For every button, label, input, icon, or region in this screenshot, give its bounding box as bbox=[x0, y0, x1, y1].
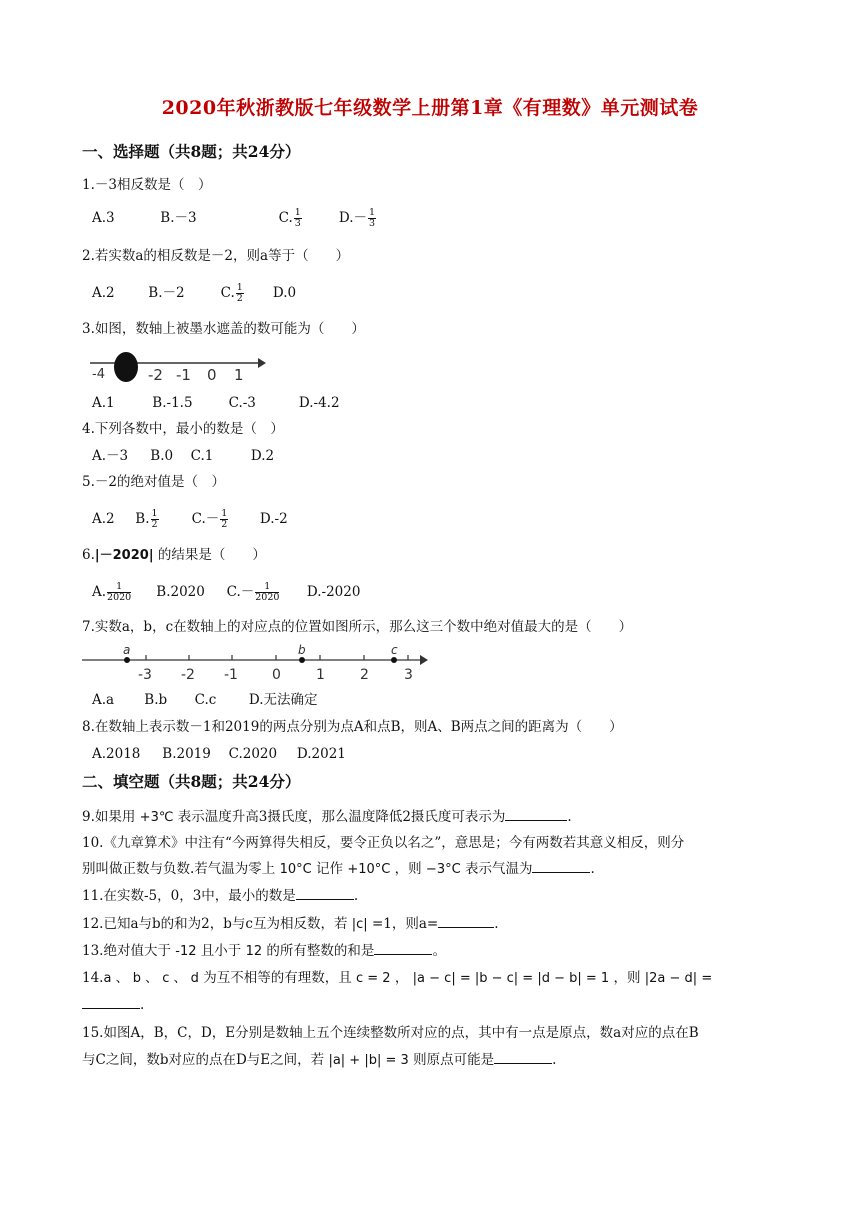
option-d: D.－ $\frac{1}{3}$ bbox=[338, 207, 376, 229]
question-7-options bbox=[92, 691, 318, 709]
answer-blank bbox=[374, 942, 432, 955]
axis-label-neg2: -2 bbox=[148, 366, 163, 384]
option-d: D.0 bbox=[272, 285, 297, 301]
question-10-line-2: 别叫做正数与负数.若气温为零上 10°C 记作 +10°C ，则 −3°C 表示气温为 . bbox=[82, 861, 595, 877]
option-a: A.2 bbox=[92, 511, 115, 527]
option-a: A.a bbox=[92, 692, 115, 708]
answer-blank bbox=[82, 996, 140, 1009]
question-5: 5.－2的绝对值是（ ） bbox=[82, 474, 225, 490]
question-13: 13.绝对值大于 -12 且小于 12 的所有整数的和是 。 bbox=[82, 943, 446, 959]
option-b: B.b bbox=[144, 692, 168, 708]
question-14-continued: . bbox=[82, 996, 144, 1014]
point-c bbox=[391, 657, 397, 663]
option-c: C.c bbox=[194, 692, 217, 708]
question-6: 6.|－2020| 的结果是（ ） bbox=[82, 547, 266, 563]
axis-label: 0 bbox=[272, 667, 281, 682]
section-heading-fill: 二、填空题（共8题；共24分） bbox=[82, 772, 301, 791]
point-a bbox=[124, 657, 130, 663]
axis-label: 2 bbox=[360, 667, 369, 682]
question-1: 1.－3相反数是（ ） bbox=[82, 177, 212, 193]
ink-blot bbox=[114, 352, 138, 382]
section-heading-choice: 一、选择题（共8题；共24分） bbox=[82, 142, 301, 161]
question-2: 2.若实数a的相反数是－2，则a等于（ ） bbox=[82, 248, 350, 264]
question-14: 14.a 、 b 、 c 、 d 为互不相等的有理数，且 c = 2 ， |a − c| = |b − c| = |d − b| = 1 ，则 |2a − d| = bbox=[82, 970, 713, 986]
axis-label-0: 0 bbox=[207, 366, 217, 384]
axis-label: -3 bbox=[138, 667, 152, 682]
point-label-a: a bbox=[123, 643, 131, 657]
option-c: C. $\frac{1}{2}$ bbox=[220, 282, 243, 304]
axis-label-1: 1 bbox=[234, 366, 244, 384]
question-1-options bbox=[92, 208, 377, 229]
option-a: A.2018 bbox=[92, 746, 141, 762]
axis-label-neg1: -1 bbox=[176, 366, 191, 384]
question-8: 8.在数轴上表示数－1和2019的两点分别为点A和点B，则A、B两点之间的距离为（ ） bbox=[82, 719, 623, 735]
question-11: 11.在实数-5，0，3中，最小的数是 . bbox=[82, 888, 359, 904]
question-15-line-2: 与C之间，数b对应的点在D与E之间，若 |a| + |b| = 3 则原点可能是 . bbox=[82, 1052, 557, 1068]
axis-label-neg4: -4 bbox=[92, 367, 105, 382]
page-title: 2020年秋浙教版七年级数学上册第1章《有理数》单元测试卷 bbox=[161, 97, 699, 119]
point-b bbox=[299, 657, 305, 663]
option-d: D.-4.2 bbox=[298, 395, 340, 411]
option-b: B.－3 bbox=[160, 210, 197, 226]
q7-number-line bbox=[82, 642, 432, 682]
option-b: B. $\frac{1}{2}$ bbox=[135, 508, 158, 530]
axis-label: -1 bbox=[224, 667, 238, 682]
option-b: B.2019 bbox=[162, 746, 211, 762]
axis-label: -2 bbox=[181, 667, 195, 682]
question-5-options bbox=[92, 509, 288, 530]
option-a: A.1 bbox=[92, 395, 115, 411]
option-a: A.－3 bbox=[92, 448, 129, 464]
option-d: D.无法确定 bbox=[248, 692, 318, 708]
axis-label: 3 bbox=[404, 667, 413, 682]
option-d: D.-2020 bbox=[306, 584, 361, 600]
option-a: A.3 bbox=[92, 210, 115, 226]
option-b: B.2020 bbox=[156, 584, 205, 600]
option-c: C.－ $\frac{1}{2020}$ bbox=[226, 581, 280, 603]
question-3-options bbox=[92, 394, 340, 412]
question-3: 3.如图，数轴上被墨水遮盖的数可能为（ ） bbox=[82, 321, 365, 337]
option-c: C. $\frac{1}{3}$ bbox=[278, 207, 301, 229]
option-d: D.2021 bbox=[296, 746, 346, 762]
answer-blank bbox=[505, 808, 567, 821]
answer-blank bbox=[532, 860, 590, 873]
option-c: C.－ $\frac{1}{2}$ bbox=[191, 508, 228, 530]
answer-blank bbox=[296, 887, 354, 900]
q3-number-line bbox=[88, 350, 268, 386]
option-a: A. $\frac{1}{2020}$ bbox=[92, 581, 132, 603]
option-c: C.-3 bbox=[228, 395, 256, 411]
option-c: C.2020 bbox=[228, 746, 278, 762]
question-4: 4.下列各数中，最小的数是（ ） bbox=[82, 421, 284, 437]
answer-blank bbox=[494, 1051, 552, 1064]
option-b: B.0 bbox=[150, 448, 174, 464]
option-a: A.2 bbox=[92, 285, 115, 301]
question-8-options bbox=[92, 745, 346, 763]
question-7: 7.实数a，b，c在数轴上的对应点的位置如图所示，那么这三个数中绝对值最大的是（ ） bbox=[82, 619, 633, 635]
point-label-c: c bbox=[391, 643, 398, 657]
question-6-options bbox=[92, 582, 360, 603]
point-label-b: b bbox=[298, 643, 306, 657]
question-12: 12.已知a与b的和为2，b与c互为相反数，若 |c| =1，则a= . bbox=[82, 916, 499, 932]
option-b: B.－2 bbox=[148, 285, 185, 301]
answer-blank bbox=[438, 915, 494, 928]
option-b: B.-1.5 bbox=[152, 395, 193, 411]
option-c: C.1 bbox=[190, 448, 214, 464]
question-2-options bbox=[92, 283, 296, 304]
option-d: D.2 bbox=[250, 448, 275, 464]
option-d: D.-2 bbox=[259, 511, 288, 527]
axis-label: 1 bbox=[316, 667, 325, 682]
question-15-line-1: 15.如图A，B，C，D，E分别是数轴上五个连续整数所对应的点，其中有一点是原点，数a对应的点在B bbox=[82, 1025, 699, 1041]
question-9: 9.如果用 +3℃ 表示温度升高3摄氏度，那么温度降低2摄氏度可表示为 . bbox=[82, 809, 572, 825]
question-4-options bbox=[92, 447, 274, 465]
question-10-line-1: 10.《九章算术》中注有“今两算得失相反，要令正负以名之”，意思是；今有两数若其意义相反，则分 bbox=[82, 835, 685, 851]
